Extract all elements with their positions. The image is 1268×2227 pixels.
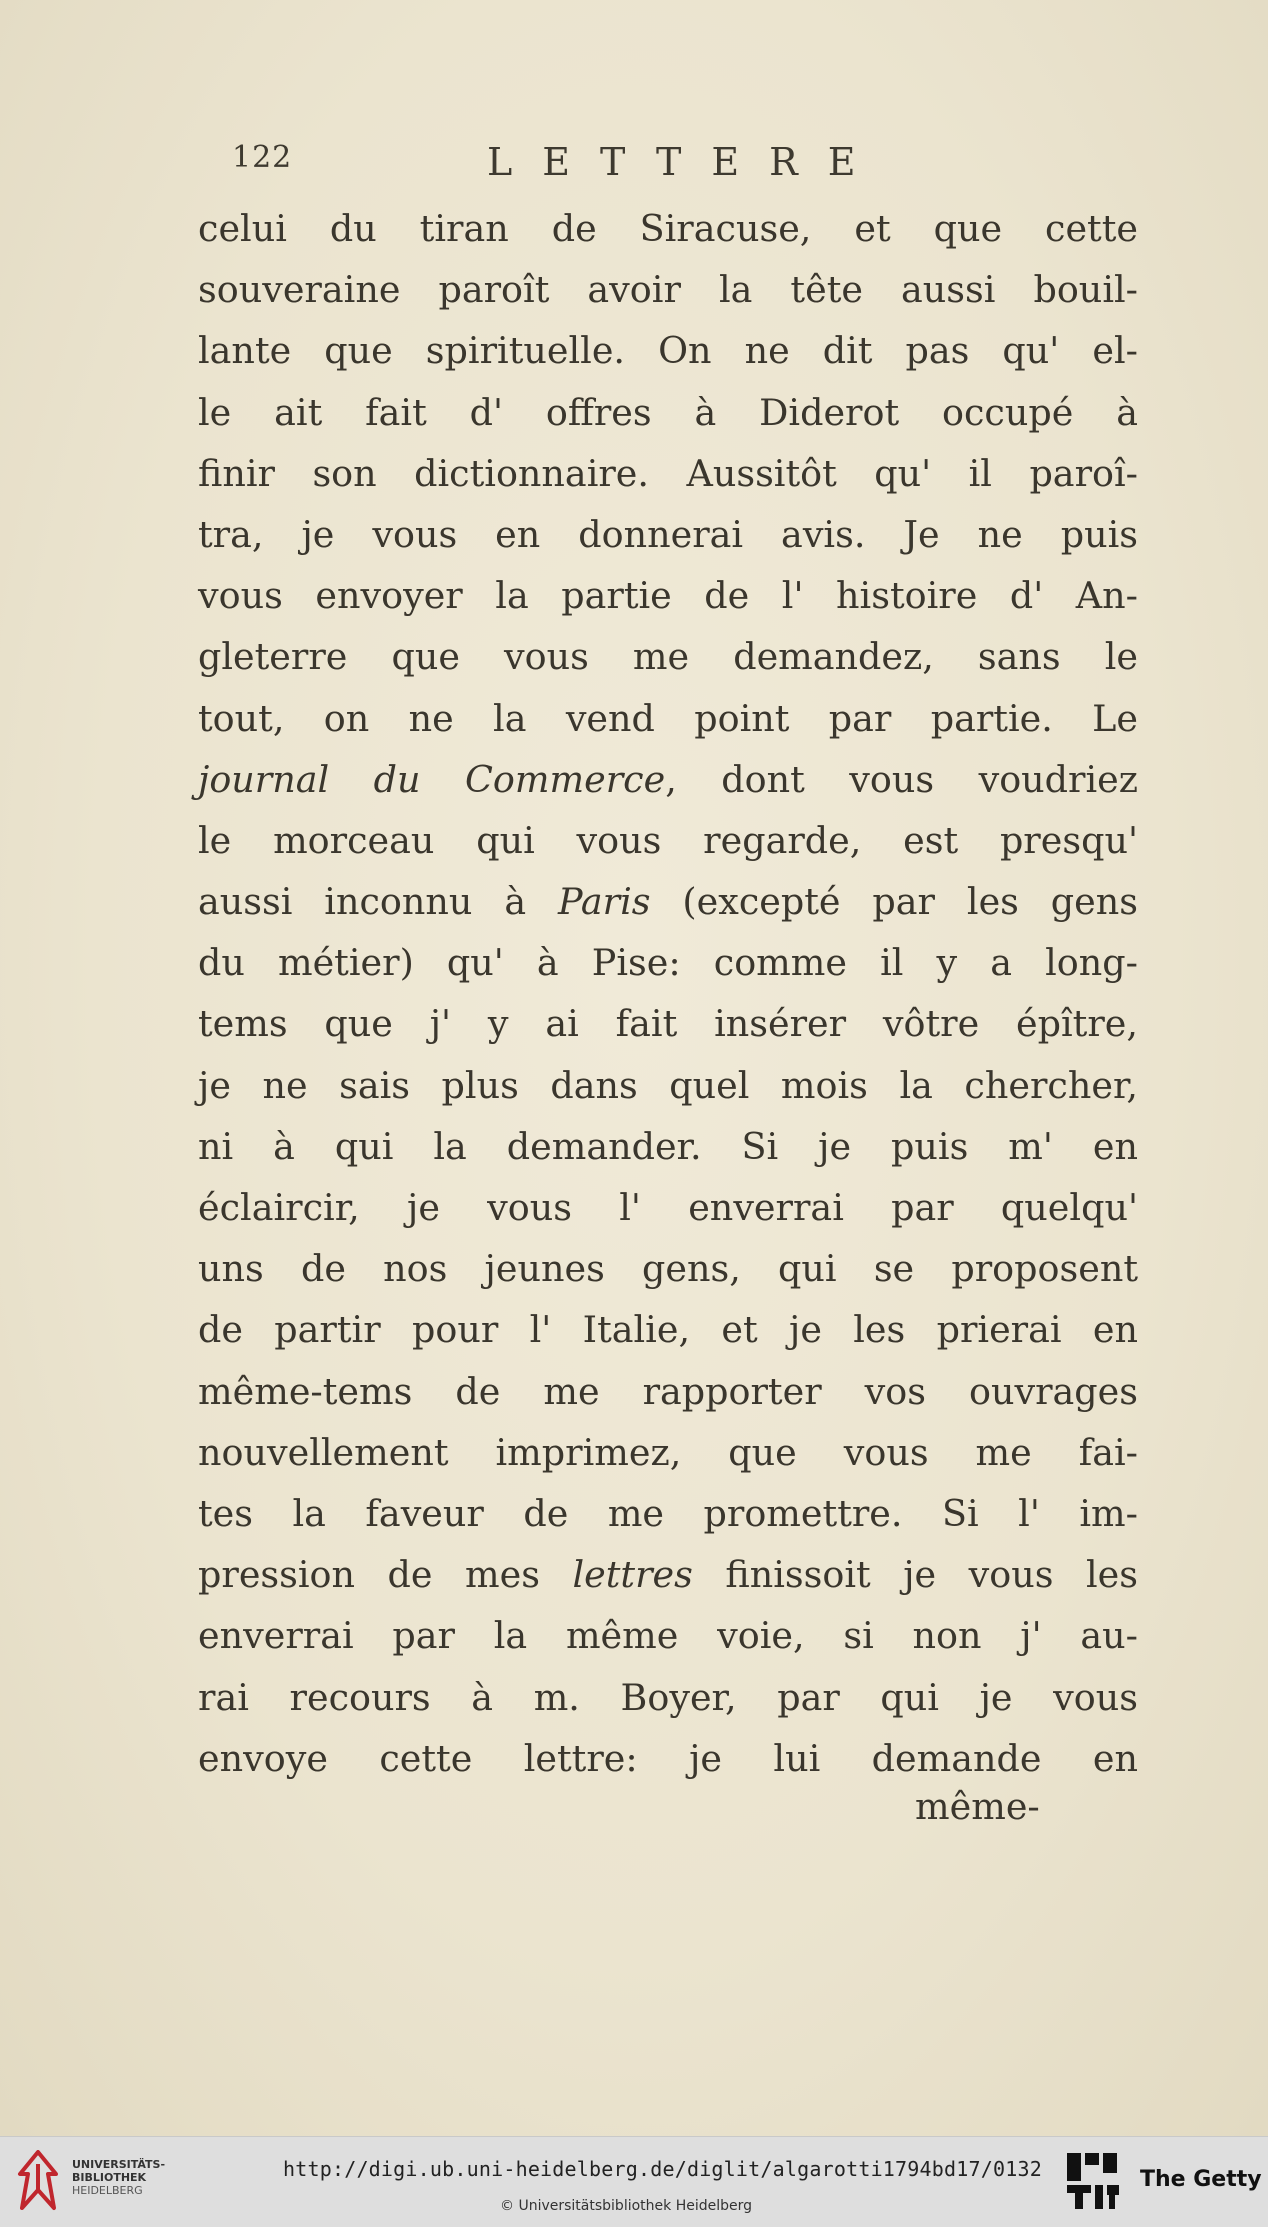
text-line: souveraine paroît avoir la tête aussi bouil-: [198, 268, 1138, 312]
text-line: le ait fait d' offres à Diderot occupé à: [198, 390, 1138, 434]
page-header: [232, 140, 932, 190]
library-name-line: UNIVERSITÄTS-: [72, 2158, 166, 2171]
viewer-footer: [0, 2136, 1268, 2227]
text-line: du métier) qu' à Pise: comme il y a long-: [198, 941, 1138, 985]
text-line: le morceau qui vous regarde, est presqu': [198, 818, 1138, 862]
text-line: celui du tiran de Siracuse, et que cette: [198, 207, 1138, 250]
page-number: 122: [232, 140, 293, 175]
getty-logo-icon[interactable]: [1065, 2149, 1121, 2211]
text-line: vous envoyer la partie de l' histoire d' An-: [198, 574, 1138, 618]
text-line: nouvellement imprimez, que vous me fai-: [198, 1430, 1138, 1474]
text-line: tra, je vous en donnerai avis. Je ne puis: [198, 512, 1138, 556]
text-line: tout, on ne la vend point par partie. Le: [198, 696, 1138, 740]
text-line-italic: journal du Commerce, dont vous voudriez: [198, 757, 1138, 801]
text-line: finir son dictionnaire. Aussitôt qu' il paroî-: [198, 451, 1138, 495]
text-line: envoye cette lettre: je lui demande en: [198, 1736, 1138, 1780]
running-title: LETTERE: [487, 140, 886, 184]
text-line: uns de nos jeunes gens, qui se proposent: [198, 1247, 1138, 1291]
text-line: tems que j' y ai fait insérer vôtre épître,: [198, 1002, 1138, 1046]
letter-body: [198, 198, 1138, 1789]
text-line: ni à qui la demander. Si je puis m' en: [198, 1124, 1138, 1168]
text-line: rai recours à m. Boyer, par qui je vous: [198, 1675, 1138, 1719]
text-line: lante que spirituelle. On ne dit pas qu' el-: [198, 329, 1138, 373]
library-name: [72, 2158, 165, 2197]
library-name-line: HEIDELBERG: [72, 2184, 143, 2197]
text-line: enverrai par la même voie, si non j' au-: [198, 1614, 1138, 1658]
catchword: même-: [915, 1785, 1040, 1828]
copyright-notice: © Universitätsbibliothek Heidelberg: [500, 2198, 753, 2214]
text-line-italic: pression de mes lettres finissoit je vous les: [198, 1553, 1138, 1597]
italic-run: Paris: [557, 880, 651, 924]
university-library-logo-icon[interactable]: [14, 2150, 62, 2212]
text-line-italic: aussi inconnu à Paris (excepté par les gens: [198, 880, 1139, 924]
text-line: même-tems de me rapporter vos ouvrages: [198, 1369, 1138, 1413]
library-name-line: BIBLIOTHEK: [72, 2171, 147, 2184]
italic-run: journal du Commerce: [198, 757, 666, 801]
permalink-url[interactable]: http://digi.ub.uni-heidelberg.de/diglit/algarotti1794bd17/0132: [283, 2157, 1042, 2181]
text-line: éclaircir, je vous l' enverrai par quelqu': [198, 1186, 1138, 1229]
partner-name: The Getty: [1140, 2167, 1262, 2192]
text-line: tes la faveur de me promettre. Si l' im-: [198, 1491, 1138, 1535]
italic-run: lettres: [572, 1553, 693, 1597]
text-line: de partir pour l' Italie, et je les prierai en: [198, 1308, 1138, 1352]
text-line: je ne sais plus dans quel mois la chercher,: [198, 1063, 1138, 1107]
text-line: gleterre que vous me demandez, sans le: [198, 635, 1138, 679]
